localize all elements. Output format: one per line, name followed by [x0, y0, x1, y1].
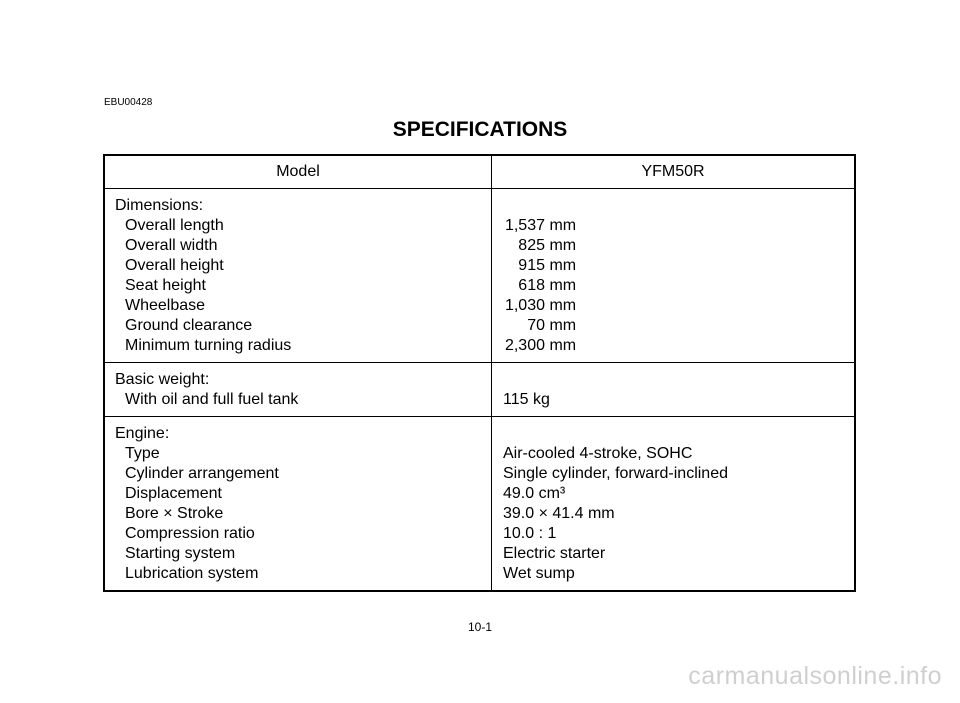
- header-model-value: YFM50R: [492, 155, 856, 189]
- spec-label: Ground clearance: [125, 317, 253, 334]
- watermark: carmanualsonline.info: [688, 662, 942, 690]
- group-values: [492, 417, 856, 592]
- spec-value: 618 mm: [518, 277, 577, 294]
- spec-group-basic-weight: [104, 363, 855, 417]
- group-heading: Basic weight:: [115, 371, 210, 388]
- spec-label: Displacement: [125, 485, 222, 502]
- document-code: EBU00428: [104, 97, 153, 108]
- spec-label: Compression ratio: [125, 525, 255, 542]
- spec-label: Starting system: [125, 545, 236, 562]
- spec-value: Air-cooled 4-stroke, SOHC: [503, 445, 693, 462]
- group-heading: Engine:: [115, 425, 170, 442]
- spec-label: Minimum turning radius: [125, 337, 292, 354]
- spec-value: 1,537 mm: [504, 217, 577, 234]
- spec-value: 10.0 : 1: [503, 525, 557, 542]
- table-header-row: [104, 155, 855, 189]
- header-model-label: Model: [104, 155, 492, 189]
- group-labels: [104, 417, 492, 592]
- spec-value: 70 mm: [527, 317, 577, 334]
- spec-label: Wheelbase: [125, 297, 206, 314]
- group-values: [492, 189, 856, 363]
- spec-value: 115 kg: [503, 391, 550, 408]
- spec-group-dimensions: [104, 189, 855, 363]
- group-heading: Dimensions:: [115, 197, 204, 214]
- specifications-table: [103, 154, 856, 592]
- spec-label: Cylinder arrangement: [125, 465, 279, 482]
- spec-value: 825 mm: [518, 237, 577, 254]
- spec-label: Overall width: [125, 237, 218, 254]
- group-values: [492, 363, 856, 417]
- spec-value: 915 mm: [518, 257, 577, 274]
- group-labels: [104, 189, 492, 363]
- spec-value: Electric starter: [503, 545, 606, 562]
- group-labels: [104, 363, 492, 417]
- spec-label: Bore × Stroke: [125, 505, 224, 522]
- spec-value: Wet sump: [503, 565, 575, 582]
- spec-value: 39.0 × 41.4 mm: [503, 505, 615, 522]
- spec-value: 1,030 mm: [504, 297, 577, 314]
- spec-label: Lubrication system: [125, 565, 259, 582]
- spec-group-engine: [104, 417, 855, 592]
- spec-label: Type: [125, 445, 160, 462]
- spec-label: With oil and full fuel tank: [125, 391, 299, 408]
- spec-value: 2,300 mm: [504, 337, 577, 354]
- page-number: 10-1: [467, 620, 493, 634]
- spec-label: Overall length: [125, 217, 224, 234]
- spec-label: Overall height: [125, 257, 224, 274]
- spec-value: Single cylinder, forward-inclined: [503, 465, 728, 482]
- spec-value: 49.0 cm³: [503, 485, 566, 502]
- page-title: SPECIFICATIONS: [392, 118, 568, 141]
- spec-label: Seat height: [125, 277, 206, 294]
